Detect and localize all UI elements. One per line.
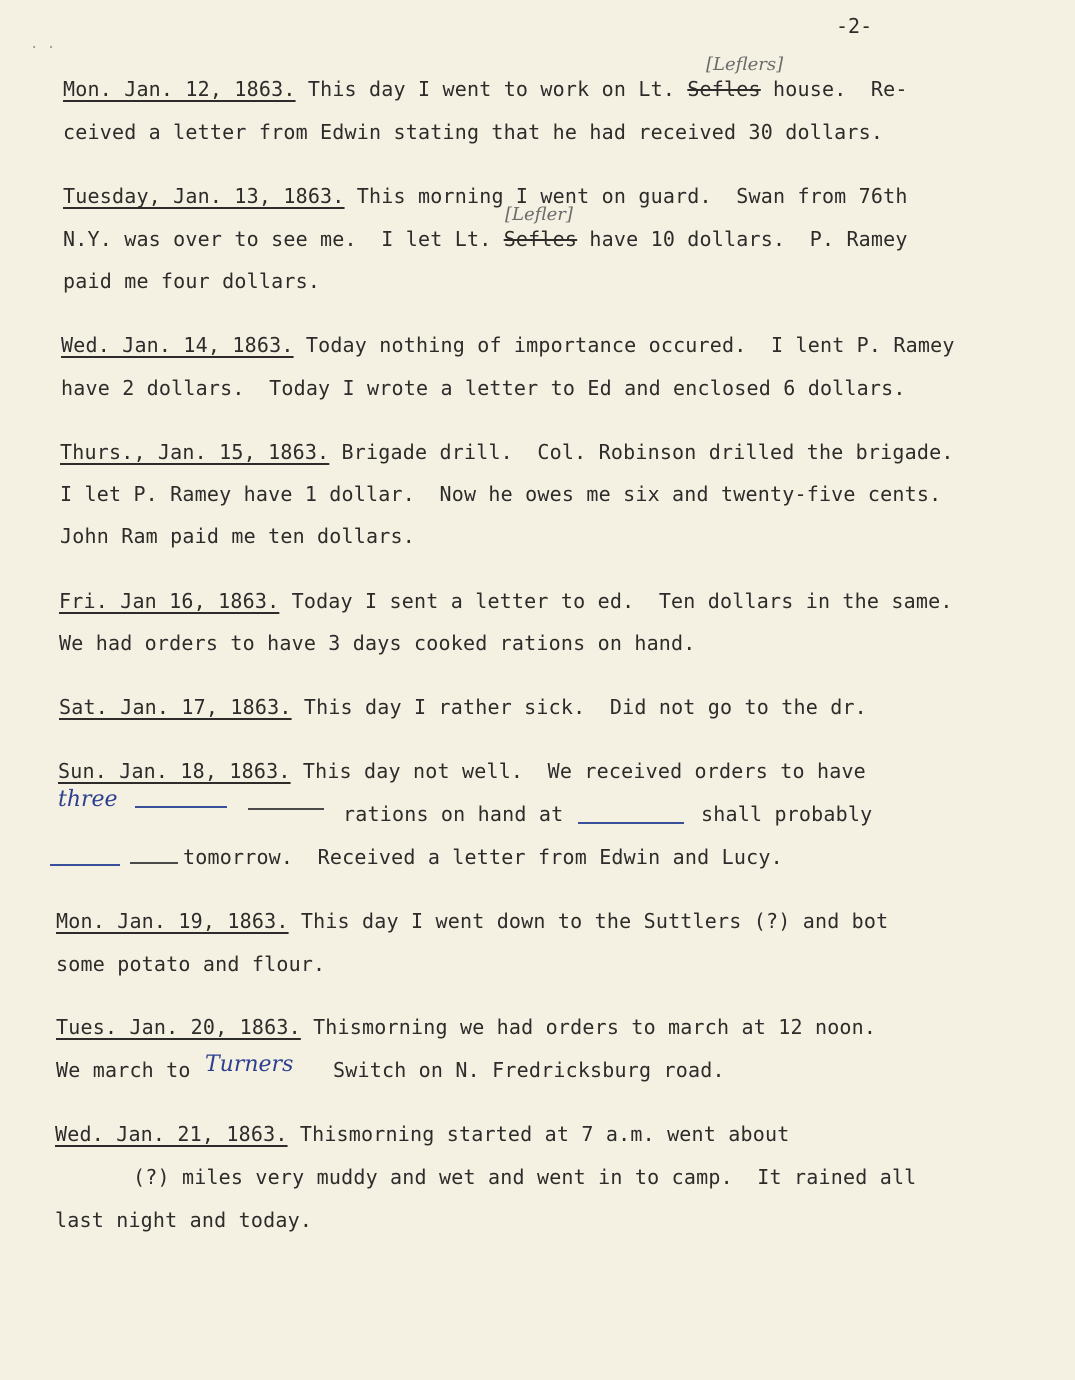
entry-text: Today nothing of importance occured. I lent P. Ramey xyxy=(293,333,955,357)
entry-jan18-line2b: shall probably xyxy=(701,802,873,826)
entry-jan21-line2: (?) miles very muddy and wet and went in to camp. It rained all xyxy=(133,1165,917,1189)
entry-text: This day I went to work on Lt. xyxy=(295,77,688,101)
entry-date: Thurs., Jan. 15, 1863. xyxy=(60,440,330,464)
entry-date: Sat. Jan. 17, 1863. xyxy=(59,695,292,719)
entry-jan12-line1 xyxy=(63,77,908,101)
entry-text: This day I rather sick. Did not go to the dr. xyxy=(291,695,867,719)
paper-mark: · · xyxy=(30,40,56,56)
entry-jan21-line1 xyxy=(55,1122,789,1146)
entry-jan20-line1 xyxy=(56,1015,876,1039)
entry-jan17-line1 xyxy=(59,695,867,719)
entry-jan18-line2a: rations on hand at xyxy=(343,802,564,826)
entry-text: This day not well. We received orders to have xyxy=(290,759,866,783)
entry-jan19-line2: some potato and flour. xyxy=(56,952,326,976)
entry-text: Today I sent a letter to ed. Ten dollars in the same. xyxy=(279,589,953,613)
entry-text: house. Re- xyxy=(760,77,908,101)
entry-jan16-line1 xyxy=(59,589,953,613)
entry-jan18-line1 xyxy=(58,759,866,783)
entry-text: This day I went down to the Suttlers (?) and bot xyxy=(288,909,889,933)
entry-date: Mon. Jan. 12, 1863. xyxy=(63,77,296,101)
entry-text: N.Y. was over to see me. I let Lt. xyxy=(63,227,504,251)
handwritten-turners: Turners xyxy=(205,1052,294,1077)
entry-text: This morning I went on guard. Swan from 76th xyxy=(344,184,908,208)
blank-line xyxy=(130,862,178,864)
entry-date: Mon. Jan. 19, 1863. xyxy=(56,909,289,933)
page-number: -2- xyxy=(836,14,873,38)
struck-text: Sefles xyxy=(503,227,578,251)
entry-jan15-line1 xyxy=(60,440,954,464)
entry-jan16-line2: We had orders to have 3 days cooked rations on hand. xyxy=(59,631,696,655)
entry-text: Brigade drill. Col. Robinson drilled the brigade. xyxy=(329,440,954,464)
handwritten-three: three xyxy=(58,787,118,812)
entry-text: have 10 dollars. P. Ramey xyxy=(577,227,908,251)
entry-text: Thismorning started at 7 a.m. went about xyxy=(287,1122,790,1146)
entry-jan15-line3: John Ram paid me ten dollars. xyxy=(60,524,415,548)
entry-jan13-line3: paid me four dollars. xyxy=(63,269,321,293)
entry-jan14-line1 xyxy=(61,333,955,357)
entry-jan21-line3: last night and today. xyxy=(55,1208,313,1232)
entry-date: Fri. Jan 16, 1863. xyxy=(59,589,280,613)
entry-jan12-line2: ceived a letter from Edwin stating that he had received 30 dollars. xyxy=(63,120,884,144)
entry-date: Wed. Jan. 14, 1863. xyxy=(61,333,294,357)
entry-jan14-line2: have 2 dollars. Today I wrote a letter to Ed and enclosed 6 dollars. xyxy=(61,376,906,400)
struck-text: Sefles xyxy=(687,77,761,101)
annotation-lefler: [Lefler] xyxy=(505,204,573,225)
entry-jan20-line2a: We march to xyxy=(56,1058,191,1082)
entry-jan18-line3: tomorrow. Received a letter from Edwin and Lucy. xyxy=(183,845,783,869)
entry-jan15-line2: I let P. Ramey have 1 dollar. Now he owes me six and twenty-five cents. xyxy=(60,482,942,506)
entry-jan13-line2 xyxy=(63,227,908,251)
entry-date: Tues. Jan. 20, 1863. xyxy=(56,1015,301,1039)
entry-date: Tuesday, Jan. 13, 1863. xyxy=(63,184,345,208)
blank-line xyxy=(248,808,324,810)
entry-date: Sun. Jan. 18, 1863. xyxy=(58,759,291,783)
annotation-leflers: [Leflers] xyxy=(706,54,784,75)
entry-text: Thismorning we had orders to march at 12 noon. xyxy=(300,1015,877,1039)
entry-jan13-line1 xyxy=(63,184,908,208)
blank-line xyxy=(578,822,684,824)
entry-jan19-line1 xyxy=(56,909,888,933)
blank-line xyxy=(50,864,120,866)
entry-date: Wed. Jan. 21, 1863. xyxy=(55,1122,288,1146)
entry-jan20-line2b: Switch on N. Fredricksburg road. xyxy=(333,1058,725,1082)
blank-line xyxy=(135,806,227,808)
